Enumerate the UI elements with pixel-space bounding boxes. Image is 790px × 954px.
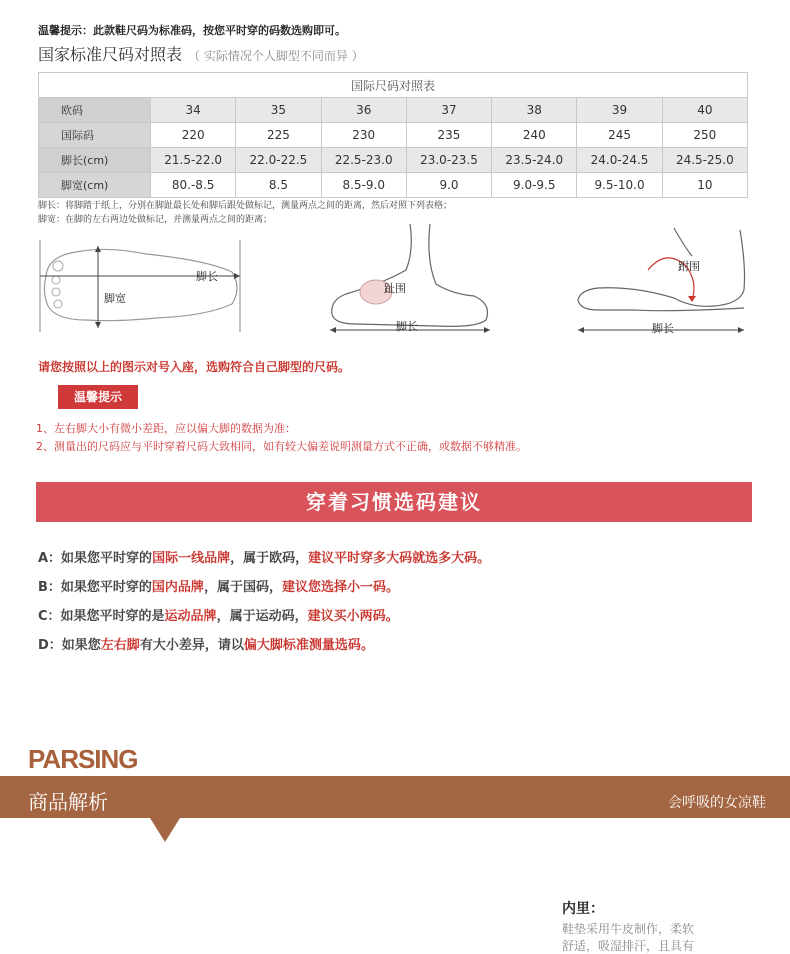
table-row (39, 148, 748, 173)
advice-item-c (38, 605, 399, 624)
advice-text: ，属于欧码， (230, 551, 309, 566)
advice-highlight: 建议您选择小一码。 (281, 580, 399, 595)
table-cell: 40 (662, 98, 747, 123)
row-header: 欧码 (39, 98, 151, 123)
table-cell: 24.0-24.5 (577, 148, 662, 173)
heading-subtitle: （ 实际情况个人脚型不同而异 ） (188, 49, 364, 63)
table-cell: 245 (577, 123, 662, 148)
lining-text-1: 鞋垫采用牛皮制作，柔软 (562, 922, 695, 936)
diagram-label-toe-girth: 趾围 (384, 282, 406, 295)
advice-item-a (38, 547, 490, 566)
table-cell: 24.5-25.0 (662, 148, 747, 173)
instruction-text: 请您按照以上的图示对号入座，选购符合自己脚型的尺码。 (38, 360, 351, 374)
table-cell: 240 (492, 123, 577, 148)
advice-text: 有大小差异，请以 (139, 638, 244, 653)
advice-text: C：如果您平时穿的是 (38, 609, 165, 624)
warm-tip-note-1: 1、左右脚大小有微小差距，应以偏大脚的数据为准： (36, 422, 296, 435)
table-cell: 230 (321, 123, 406, 148)
table-cell: 10 (662, 173, 747, 198)
advice-highlight: 国际一线品牌 (152, 551, 231, 566)
row-header: 脚长(cm) (39, 148, 151, 173)
advice-banner: 穿着习惯选码建议 (36, 482, 752, 522)
advice-highlight: 建议平时穿多大码就选多大码。 (308, 551, 491, 566)
table-cell: 8.5 (236, 173, 321, 198)
diagram-label-foot-width: 脚宽 (104, 292, 126, 305)
heading-title: 国家标准尺码对照表 (38, 45, 183, 64)
table-row (39, 98, 748, 123)
advice-text: D：如果您 (38, 638, 101, 653)
product-analysis-subtitle: 会呼吸的女凉鞋 (668, 795, 766, 811)
table-cell: 9.0 (406, 173, 491, 198)
table-cell: 9.0-9.5 (492, 173, 577, 198)
lining-text-2: 舒适，吸湿排汗，且具有 (562, 939, 695, 953)
advice-highlight: 建议买小两码。 (307, 609, 399, 624)
table-cell: 23.0-23.5 (406, 148, 491, 173)
diagram-label-instep-girth: 跗围 (678, 260, 700, 273)
advice-text: A：如果您平时穿的 (38, 551, 153, 566)
advice-text: B：如果您平时穿的 (38, 580, 152, 595)
bar-pointer (150, 818, 180, 842)
advice-text: ，属于运动码， (216, 609, 308, 624)
diagram-label-foot-length: 脚长 (196, 270, 218, 283)
advice-item-d (38, 634, 374, 653)
table-cell: 35 (236, 98, 321, 123)
advice-item-b (38, 576, 399, 595)
table-cell: 39 (577, 98, 662, 123)
size-chart-heading (38, 42, 364, 65)
table-cell: 235 (406, 123, 491, 148)
advice-highlight: 偏大脚标准测量选码。 (243, 638, 374, 653)
warm-tip-note-2: 2、测量出的尺码应与平时穿着尺码大致相同，如有较大偏差说明测量方式不正确，或数据不够精准。 (36, 440, 527, 453)
table-cell: 22.5-23.0 (321, 148, 406, 173)
advice-highlight: 运动品牌 (164, 609, 217, 624)
measure-length-desc: 脚长：将脚踏于纸上，分别在脚趾最长处和脚后跟处做标记，测量两点之间的距离，然后对照下列表格； (38, 201, 453, 211)
table-cell: 8.5-9.0 (321, 173, 406, 198)
table-cell: 38 (492, 98, 577, 123)
diagram-label-foot-length-3: 脚长 (652, 322, 674, 335)
table-row (39, 123, 748, 148)
table-cell: 36 (321, 98, 406, 123)
row-header: 国际码 (39, 123, 151, 148)
warm-tip-badge: 温馨提示 (58, 385, 138, 409)
size-tip: 温馨提示：此款鞋尺码为标准码，按您平时穿的码数选购即可。 (38, 24, 346, 37)
table-row (39, 173, 748, 198)
parsing-heading: PARSING (28, 744, 138, 774)
size-table (38, 72, 748, 198)
advice-highlight: 国内品牌 (151, 580, 204, 595)
table-cell: 250 (662, 123, 747, 148)
size-table-caption: 国际尺码对照表 (39, 73, 748, 98)
advice-text: ，属于国码， (203, 580, 282, 595)
measure-width-desc: 脚宽：在脚的左右两边处做标记，并测量两点之间的距离； (38, 215, 273, 225)
lining-heading: 内里： (562, 901, 604, 917)
table-cell: 37 (406, 98, 491, 123)
table-cell: 34 (151, 98, 236, 123)
table-cell: 21.5-22.0 (151, 148, 236, 173)
product-analysis-title: 商品解析 (28, 790, 108, 814)
table-cell: 23.5-24.0 (492, 148, 577, 173)
table-cell: 80.-8.5 (151, 173, 236, 198)
diagram-label-foot-length-2: 脚长 (396, 320, 418, 333)
table-cell: 9.5-10.0 (577, 173, 662, 198)
foot-top-diagram (36, 236, 250, 338)
table-cell: 22.0-22.5 (236, 148, 321, 173)
table-cell: 225 (236, 123, 321, 148)
row-header: 脚宽(cm) (39, 173, 151, 198)
table-cell: 220 (151, 123, 236, 148)
advice-highlight: 左右脚 (100, 638, 140, 653)
